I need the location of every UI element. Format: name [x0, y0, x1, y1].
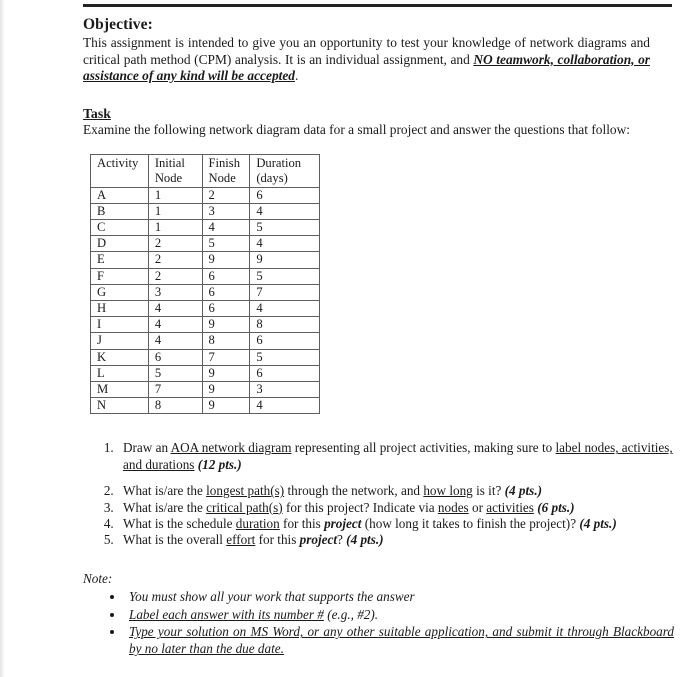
cell-finish-node: 6 — [202, 300, 250, 316]
q3-seg-b: for this project? Indicate via — [282, 499, 438, 515]
column-header-finish-node — [202, 155, 250, 187]
question-item-4 — [117, 516, 673, 532]
cell-initial-node: 4 — [148, 317, 202, 333]
cell-initial-node: 1 — [148, 203, 202, 219]
note-item-1-text — [129, 589, 674, 606]
cell-duration: 5 — [250, 349, 320, 365]
cell-duration: 6 — [250, 187, 320, 203]
question-item-2 — [117, 483, 673, 499]
q5-emphasis-project: project — [299, 532, 338, 548]
q1-underline-a: AOA network diagram — [170, 440, 292, 456]
note1-plain: You must show all your work that supports the answer — [129, 588, 415, 604]
cell-duration: 6 — [250, 365, 320, 381]
cell-finish-node: 9 — [202, 382, 250, 398]
cell-finish-node: 6 — [202, 284, 250, 300]
q2-seg-b: through the network, and — [284, 483, 424, 499]
activity-table-body — [91, 187, 320, 414]
note-item-2 — [125, 607, 673, 624]
column-header-finish-line1: Finish — [208, 156, 240, 171]
q1-underline-b: label nodes, activities, and durations — [123, 440, 673, 472]
question-1-text — [123, 440, 675, 473]
cell-activity: C — [91, 219, 149, 235]
cell-initial-node: 3 — [148, 284, 202, 300]
table-row — [91, 382, 320, 398]
note-list — [83, 589, 673, 658]
table-row — [91, 252, 320, 268]
table-header-row — [91, 155, 320, 187]
q3-underline-b: nodes — [437, 499, 469, 515]
q3-underline-c: activities — [486, 499, 534, 515]
q4-seg-c: (how long it takes to finish the project)? — [361, 516, 580, 532]
cell-activity: F — [91, 268, 149, 284]
table-row — [91, 317, 320, 333]
q5-underline-a: effort — [226, 532, 256, 548]
cell-activity: K — [91, 349, 149, 365]
cell-initial-node: 4 — [148, 333, 202, 349]
question-3-text — [123, 500, 675, 516]
column-header-finish-line2: Node — [208, 170, 236, 185]
note-label: Note: — [83, 570, 113, 586]
q4-seg-a: What is the schedule — [123, 516, 236, 532]
objective-text-lead: This assignment is intended to give you an opportunity to test your knowledge of network diagrams and critical path method (CPM) analysis. It is an individual assignment, and — [83, 35, 650, 67]
cell-initial-node: 1 — [148, 219, 202, 235]
note-item-3 — [125, 624, 673, 658]
table-row — [91, 187, 320, 203]
column-header-initial-node — [148, 155, 202, 187]
table-row — [91, 219, 320, 235]
cell-activity: H — [91, 300, 149, 316]
objective-text-end: . — [295, 68, 299, 84]
cell-activity: B — [91, 203, 149, 219]
activity-table-wrapper — [90, 154, 673, 414]
cell-finish-node: 2 — [202, 187, 250, 203]
cell-finish-node: 9 — [202, 317, 250, 333]
cell-duration: 4 — [250, 300, 320, 316]
cell-finish-node: 9 — [202, 398, 250, 414]
cell-activity: L — [91, 365, 149, 381]
q2-seg-c: is it? — [472, 483, 505, 499]
cell-initial-node: 8 — [148, 398, 202, 414]
cell-duration: 5 — [250, 219, 320, 235]
cell-activity: J — [91, 333, 149, 349]
cell-activity: E — [91, 252, 149, 268]
cell-initial-node: 4 — [148, 300, 202, 316]
cell-initial-node: 5 — [148, 365, 202, 381]
note2-underlined: Label each answer with its number # — [129, 606, 324, 622]
q4-points: (4 pts.) — [579, 516, 617, 532]
table-row — [91, 268, 320, 284]
questions-list — [83, 440, 673, 548]
table-row — [91, 236, 320, 252]
cell-duration: 9 — [250, 252, 320, 268]
q3-underline-a: critical path(s) — [206, 499, 283, 515]
q4-underline-a: duration — [235, 516, 280, 532]
cell-activity: A — [91, 187, 149, 203]
cell-initial-node: 2 — [148, 252, 202, 268]
q1-seg-a: Draw an — [123, 440, 171, 456]
cell-activity: N — [91, 398, 149, 414]
cell-duration: 4 — [250, 236, 320, 252]
table-row — [91, 203, 320, 219]
table-row — [91, 333, 320, 349]
objective-paragraph — [83, 35, 650, 85]
objective-emphasis: NO teamwork, collaboration, or assistance of any kind will be accepted — [83, 51, 650, 84]
cell-activity: G — [91, 284, 149, 300]
page-scan-edge — [0, 0, 4, 677]
activity-table — [90, 154, 320, 414]
q5-seg-b: for this — [255, 532, 300, 548]
column-header-duration-line1: Duration — [256, 156, 302, 171]
cell-duration: 4 — [250, 203, 320, 219]
q4-emphasis-project: project — [324, 516, 362, 532]
q3-seg-a: What is/are the — [123, 499, 207, 515]
cell-duration: 6 — [250, 333, 320, 349]
cell-initial-node: 1 — [148, 187, 202, 203]
table-row — [91, 284, 320, 300]
q4-seg-b: for this — [279, 516, 325, 532]
cell-duration: 3 — [250, 382, 320, 398]
task-intro-paragraph: Examine the following network diagram data for a small project and answer the questions that follow: — [83, 121, 631, 137]
cell-activity: M — [91, 382, 149, 398]
cell-finish-node: 3 — [202, 203, 250, 219]
cell-finish-node: 8 — [202, 333, 250, 349]
q5-seg-c: ? — [337, 532, 347, 548]
cell-activity: I — [91, 317, 149, 333]
cell-activity: D — [91, 236, 149, 252]
cell-initial-node: 6 — [148, 349, 202, 365]
column-header-duration-line2: (days) — [256, 170, 288, 185]
cell-finish-node: 6 — [202, 268, 250, 284]
table-row — [91, 349, 320, 365]
task-heading: Task — [83, 105, 111, 121]
table-row — [91, 300, 320, 316]
note-item-2-text — [129, 607, 674, 624]
question-2-text — [123, 483, 675, 499]
question-item-1 — [117, 440, 673, 473]
column-header-initial-line1: Initial — [154, 156, 185, 171]
note-item-3-text — [129, 624, 674, 658]
cell-finish-node: 5 — [202, 236, 250, 252]
column-header-initial-line2: Node — [154, 170, 183, 185]
q1-seg-b: representing all project activities, making sure to — [291, 440, 556, 456]
cell-initial-node: 2 — [148, 236, 202, 252]
cell-duration: 4 — [250, 398, 320, 414]
column-header-activity — [91, 155, 149, 187]
question-item-5 — [117, 532, 673, 548]
q5-points: (4 pts.) — [346, 532, 384, 548]
note-item-1 — [125, 589, 673, 606]
header-rule — [83, 4, 672, 7]
cell-finish-node: 9 — [202, 252, 250, 268]
note3-underlined: Type your solution on MS Word, or any other suitable application, and submit it through Blackboard by no later than the due date. — [129, 624, 674, 657]
cell-initial-node: 2 — [148, 268, 202, 284]
cell-finish-node: 9 — [202, 365, 250, 381]
q2-underline-b: how long — [423, 483, 473, 499]
objective-heading: Objective: — [83, 16, 153, 33]
q2-points: (4 pts.) — [504, 483, 543, 499]
cell-finish-node: 4 — [202, 219, 250, 235]
document-content — [83, 0, 673, 659]
q3-points: (6 pts.) — [537, 499, 575, 515]
column-header-activity-line1: Activity — [97, 156, 139, 171]
column-header-duration — [250, 155, 320, 187]
table-row — [91, 398, 320, 414]
question-item-3 — [117, 500, 673, 516]
q3-seg-c: or — [468, 499, 487, 515]
table-row — [91, 365, 320, 381]
note-block — [83, 571, 673, 658]
cell-finish-node: 7 — [202, 349, 250, 365]
q1-points: (12 pts.) — [197, 456, 242, 472]
q2-underline-a: longest path(s) — [206, 483, 285, 499]
cell-duration: 5 — [250, 268, 320, 284]
q2-seg-a: What is/are the — [123, 483, 207, 499]
note2-trailing: (e.g., #2). — [323, 606, 379, 622]
question-5-text — [123, 532, 675, 548]
cell-initial-node: 7 — [148, 382, 202, 398]
cell-duration: 8 — [250, 317, 320, 333]
cell-duration: 7 — [250, 284, 320, 300]
q5-seg-a: What is the overall — [123, 532, 227, 548]
question-4-text — [123, 516, 675, 532]
